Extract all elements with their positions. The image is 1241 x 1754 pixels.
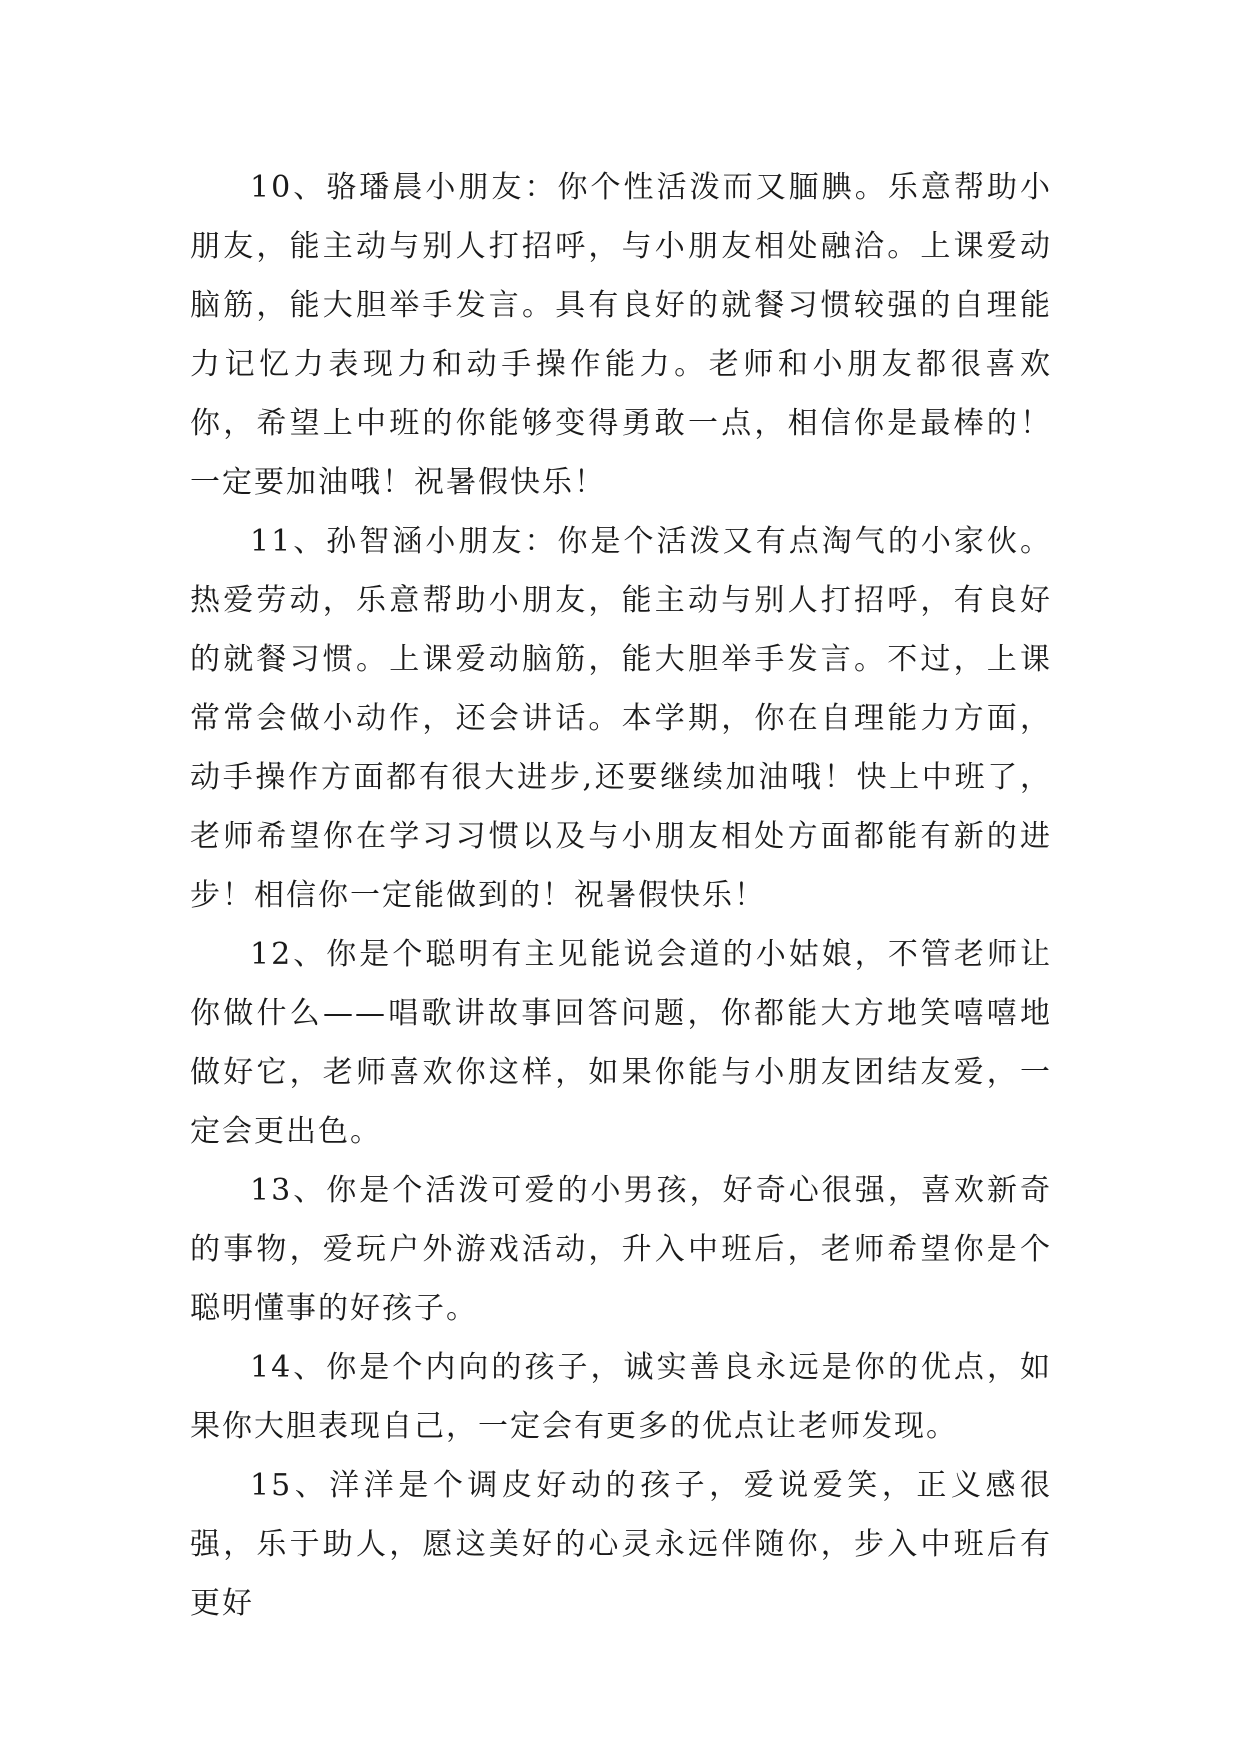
comment-paragraph-10: 10、骆璠晨小朋友：你个性活泼而又腼腆。乐意帮助小朋友，能主动与别人打招呼，与小朋友相处融洽。上课爱动脑筋，能大胆举手发言。具有良好的就餐习惯较强的自理能力记忆力表现力和动手操作能力。老师和小朋友都很喜欢你，希望上中班的你能够变得勇敢一点，相信你是最棒的！一定要加油哦！祝暑假快乐！ xyxy=(190,170,1052,500)
comment-paragraph-15: 15、洋洋是个调皮好动的孩子，爱说爱笑，正义感很强，乐于助人，愿这美好的心灵永远伴随你，步入中班后有更好 xyxy=(190,1468,1052,1621)
comment-paragraph-13: 13、你是个活泼可爱的小男孩，好奇心很强，喜欢新奇的事物，爱玩户外游戏活动，升入中班后，老师希望你是个聪明懂事的好孩子。 xyxy=(190,1173,1052,1326)
document-body xyxy=(190,158,1052,1633)
comment-paragraph-11: 11、孙智涵小朋友：你是个活泼又有点淘气的小家伙。热爱劳动，乐意帮助小朋友，能主动与别人打招呼，有良好的就餐习惯。上课爱动脑筋，能大胆举手发言。不过，上课常常会做小动作，还会讲话。本学期，你在自理能力方面，动手操作方面都有很大进步,还要继续加油哦！快上中班了，老师希望你在学习习惯以及与小朋友相处方面都能有新的进步！相信你一定能做到的！祝暑假快乐！ xyxy=(190,524,1052,913)
comment-paragraph-12: 12、你是个聪明有主见能说会道的小姑娘，不管老师让你做什么——唱歌讲故事回答问题，你都能大方地笑嘻嘻地做好它，老师喜欢你这样，如果你能与小朋友团结友爱，一定会更出色。 xyxy=(190,937,1052,1149)
comment-paragraph-14: 14、你是个内向的孩子，诚实善良永远是你的优点，如果你大胆表现自己，一定会有更多的优点让老师发现。 xyxy=(190,1350,1052,1444)
